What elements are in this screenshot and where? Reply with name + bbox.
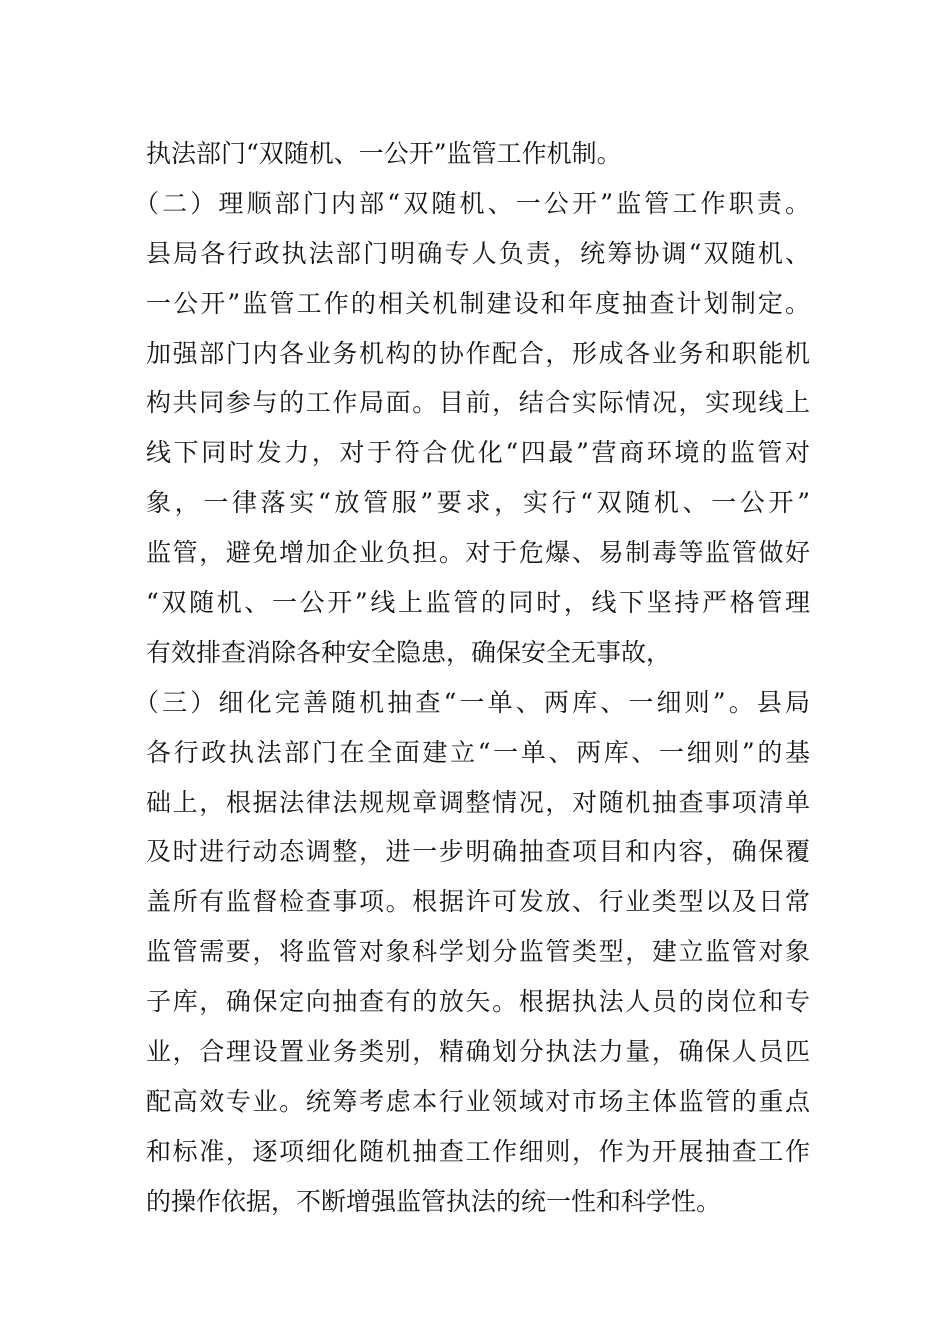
text-line: 象，一律落实“放管服”要求，实行“双随机、一公开” (146, 488, 810, 518)
text-line: 加强部门内各业务机构的协作配合，形成各业务和职能机 (146, 338, 810, 368)
text-line: 监管，避免增加企业负担。对于危爆、易制毒等监管做好 (146, 538, 810, 568)
text-line: 和标准，逐项细化随机抽查工作细则，作为开展抽查工作 (146, 1136, 810, 1166)
text-line: 础上，根据法律法规规章调整情况，对随机抽查事项清单 (146, 787, 810, 817)
text-line: 线下同时发力，对于符合优化“四最”营商环境的监管对 (146, 438, 810, 468)
text-line: 各行政执法部门在全面建立“一单、两库、一细则”的基 (146, 737, 810, 767)
body-text (134, 129, 810, 1227)
text-line: 的操作依据，不断增强监管执法的统一性和科学性。 (146, 1186, 722, 1216)
text-line: 盖所有监督检查事项。根据许可发放、行业类型以及日常 (146, 887, 810, 917)
text-line: 配高效专业。统筹考虑本行业领域对市场主体监管的重点 (146, 1086, 810, 1116)
section-heading-line: （三）细化完善随机抽查“一单、两库、一细则”。县局 (134, 687, 810, 717)
text-line: “双随机、一公开”线上监管的同时，线下坚持严格管理 (146, 588, 810, 618)
text-line: 一公开”监管工作的相关机制建设和年度抽查计划制定。 (146, 288, 810, 318)
text-line: 监管需要，将监管对象科学划分监管类型，建立监管对象 (146, 937, 810, 967)
text-line: 执法部门“双随机、一公开”监管工作机制。 (146, 139, 622, 168)
text-line: 业，合理设置业务类别，精确划分执法力量，确保人员匹 (146, 1037, 810, 1067)
text-line: 子库，确保定向抽查有的放矢。根据执法人员的岗位和专 (146, 987, 810, 1017)
text-line: 及时进行动态调整，进一步明确抽查项目和内容，确保覆 (146, 837, 810, 867)
text-line: 构共同参与的工作局面。目前，结合实际情况，实现线上 (146, 388, 810, 418)
section-heading-line: （二）理顺部门内部“双随机、一公开”监管工作职责。 (134, 188, 810, 218)
text-line: 县局各行政执法部门明确专人负责，统筹协调“双随机、 (146, 238, 810, 268)
text-line: 有效排查消除各种安全隐患，确保安全无事故， (146, 637, 672, 667)
